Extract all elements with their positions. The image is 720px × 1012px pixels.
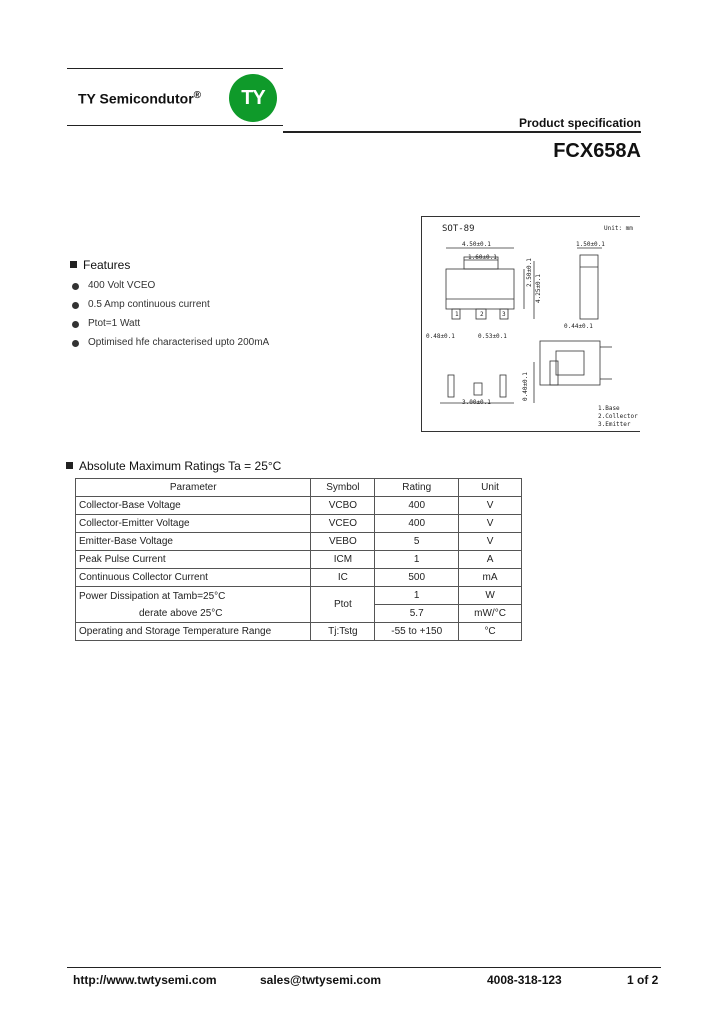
pin-legend-item: 2.Collector xyxy=(598,413,638,420)
parameter-cell: Operating and Storage Temperature Range xyxy=(76,623,311,641)
table-row xyxy=(76,569,522,587)
ratings-table xyxy=(75,478,522,641)
parameter-cell: Collector-Base Voltage xyxy=(76,497,311,515)
table-row xyxy=(76,587,522,605)
column-header: Symbol xyxy=(311,479,375,497)
unit-cell: V xyxy=(459,515,522,533)
dim-label: 1.60±0.1 xyxy=(468,254,497,261)
dim-label: 1.50±0.1 xyxy=(576,241,605,248)
bullet-square-icon xyxy=(70,261,77,268)
dim-label: 0.48±0.1 xyxy=(426,333,455,340)
rating-cell: -55 to +150 xyxy=(375,623,459,641)
pin-number: 1 xyxy=(455,311,459,318)
header-main-rule xyxy=(283,131,641,133)
pin-number: 2 xyxy=(480,311,484,318)
dim-label: 2.50±0.1 xyxy=(526,258,533,287)
column-header: Rating xyxy=(375,479,459,497)
parameter-cell: Continuous Collector Current xyxy=(76,569,311,587)
dim-label: 4.50±0.1 xyxy=(462,241,491,248)
pin-legend-item: 3.Emitter xyxy=(598,421,631,428)
unit-cell: °C xyxy=(459,623,522,641)
header-top-rule xyxy=(67,68,283,69)
rating-cell: 400 xyxy=(375,497,459,515)
column-header: Parameter xyxy=(76,479,311,497)
table-header-row xyxy=(76,479,522,497)
table-row xyxy=(76,623,522,641)
unit-cell: V xyxy=(459,533,522,551)
dim-label: 0.40±0.1 xyxy=(522,372,529,401)
rating-cell: 1 xyxy=(375,587,459,605)
features-list xyxy=(72,280,269,356)
column-header: Unit xyxy=(459,479,522,497)
dim-label: 3.00±0.1 xyxy=(462,399,491,406)
parameter-cell: Collector-Emitter Voltage xyxy=(76,515,311,533)
parameter-cell: Peak Pulse Current xyxy=(76,551,311,569)
parameter-cell: Emitter-Base Voltage xyxy=(76,533,311,551)
rating-cell: 500 xyxy=(375,569,459,587)
package-unit: Unit: mm xyxy=(604,225,633,232)
unit-cell: mW/°C xyxy=(459,605,522,623)
company-name: TY Semicondutor® xyxy=(78,90,202,107)
table-row xyxy=(76,551,522,569)
feature-item: 400 Volt VCEO xyxy=(72,280,269,299)
unit-cell: W xyxy=(459,587,522,605)
package-name: SOT-89 xyxy=(442,224,475,234)
unit-cell: V xyxy=(459,497,522,515)
dim-label: 4.25±0.1 xyxy=(535,274,542,303)
company-logo: TY xyxy=(229,74,277,122)
rating-cell: 5 xyxy=(375,533,459,551)
page-number: 1 of 2 xyxy=(627,973,659,987)
unit-cell: A xyxy=(459,551,522,569)
spec-label: Product specification xyxy=(518,116,641,130)
symbol-cell: IC xyxy=(311,569,375,587)
footer-email[interactable]: sales@twtysemi.com xyxy=(260,973,382,987)
symbol-cell: VCEO xyxy=(311,515,375,533)
dim-label: 0.53±0.1 xyxy=(478,333,507,340)
parameter-cell: Power Dissipation at Tamb=25°C derate above 25°C xyxy=(76,587,311,623)
rating-cell: 1 xyxy=(375,551,459,569)
ratings-heading: Absolute Maximum Ratings Ta = 25°C xyxy=(66,459,281,473)
pin-number: 3 xyxy=(502,311,506,318)
footer-phone: 4008-318-123 xyxy=(487,973,562,987)
symbol-cell: VEBO xyxy=(311,533,375,551)
rating-cell: 400 xyxy=(375,515,459,533)
package-drawing xyxy=(421,216,640,432)
pin-legend-item: 1.Base xyxy=(598,405,620,412)
table-row xyxy=(76,497,522,515)
dim-label: 0.44±0.1 xyxy=(564,323,593,330)
feature-item: Optimised hfe characterised upto 200mA xyxy=(72,337,269,356)
bullet-square-icon xyxy=(66,462,73,469)
symbol-cell: VCBO xyxy=(311,497,375,515)
package-outline-diagram xyxy=(422,217,640,431)
symbol-cell: ICM xyxy=(311,551,375,569)
features-heading: Features xyxy=(70,258,130,272)
rating-cell: 5.7 xyxy=(375,605,459,623)
footer-url[interactable]: http://www.twtysemi.com xyxy=(73,973,217,987)
symbol-cell: Ptot xyxy=(311,587,375,623)
feature-item: Ptot=1 Watt xyxy=(72,318,269,337)
footer-rule xyxy=(67,967,661,968)
header-logo-rule xyxy=(67,125,283,126)
table-row xyxy=(76,515,522,533)
unit-cell: mA xyxy=(459,569,522,587)
symbol-cell: Tj:Tstg xyxy=(311,623,375,641)
table-row xyxy=(76,533,522,551)
feature-item: 0.5 Amp continuous current xyxy=(72,299,269,318)
part-number: FCX658A xyxy=(553,140,641,162)
